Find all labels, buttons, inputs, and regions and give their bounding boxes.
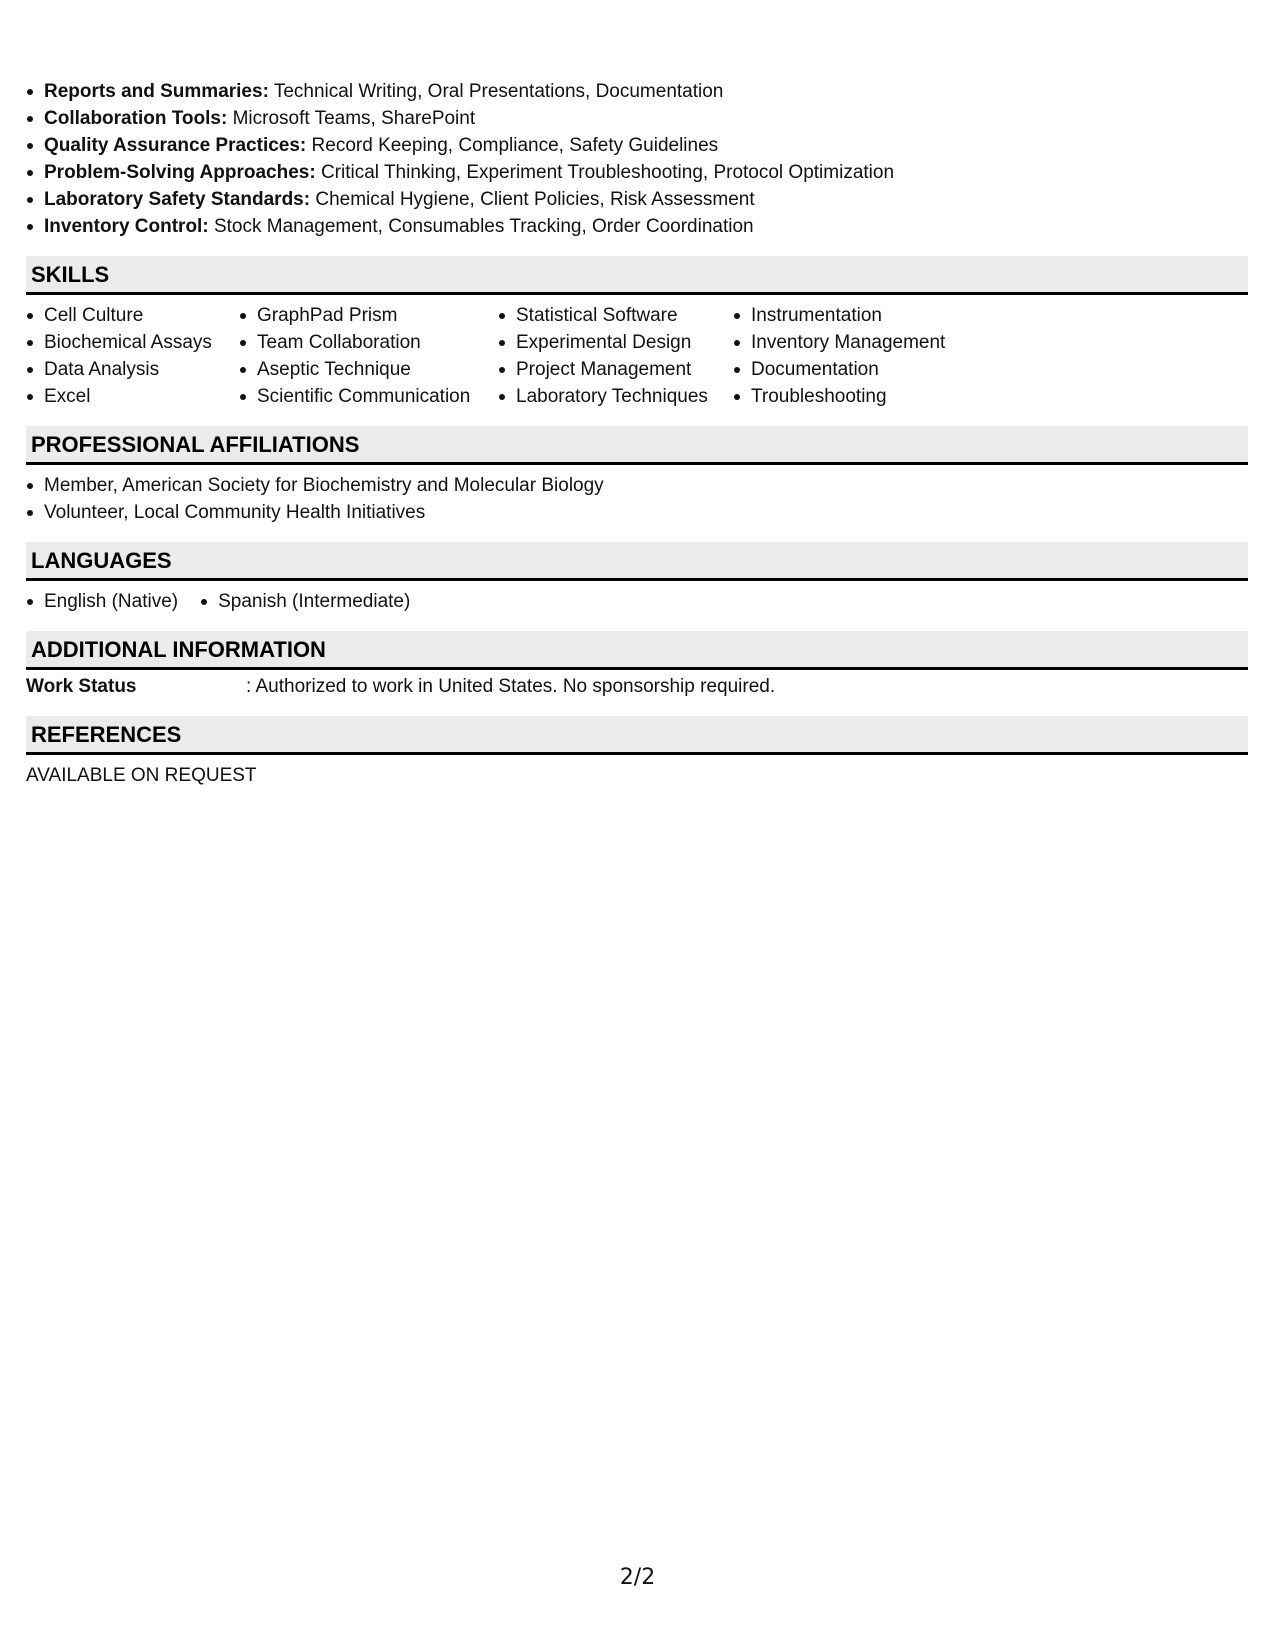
language-item: English (Native) bbox=[26, 588, 178, 615]
list-item bbox=[26, 78, 1248, 105]
item-label: Inventory Control: bbox=[44, 216, 209, 237]
skill-item: Experimental Design bbox=[498, 329, 733, 356]
list-item bbox=[26, 132, 1248, 159]
skill-item: Documentation bbox=[733, 356, 993, 383]
item-label: Laboratory Safety Standards: bbox=[44, 189, 311, 210]
references-text: AVAILABLE ON REQUEST bbox=[26, 765, 257, 786]
item-value: Critical Thinking, Experiment Troubleshooting, Protocol Optimization bbox=[315, 162, 895, 183]
work-status-label: Work Status bbox=[26, 676, 137, 697]
skill-item: Troubleshooting bbox=[733, 383, 993, 410]
skills-grid bbox=[26, 302, 1248, 410]
skill-item: Excel bbox=[26, 383, 239, 410]
affiliation-item: Member, American Society for Biochemistry and Molecular Biology bbox=[26, 472, 1248, 499]
list-item bbox=[26, 213, 1248, 240]
skill-item: Instrumentation bbox=[733, 302, 993, 329]
skill-item: Team Collaboration bbox=[239, 329, 498, 356]
item-label: Collaboration Tools: bbox=[44, 108, 228, 129]
item-label: Problem-Solving Approaches: bbox=[44, 162, 316, 183]
skill-item: Inventory Management bbox=[733, 329, 993, 356]
skill-item: Scientific Communication bbox=[239, 383, 498, 410]
skills-column-2 bbox=[239, 302, 498, 410]
item-value: Record Keeping, Compliance, Safety Guidelines bbox=[306, 135, 719, 156]
references-section-title: REFERENCES bbox=[26, 716, 1248, 755]
item-label: Quality Assurance Practices: bbox=[44, 135, 307, 156]
item-value: Microsoft Teams, SharePoint bbox=[227, 108, 476, 129]
additional-info-section-title: ADDITIONAL INFORMATION bbox=[26, 631, 1248, 670]
competencies-list bbox=[26, 78, 1248, 240]
skill-item: Project Management bbox=[498, 356, 733, 383]
skill-item: Biochemical Assays bbox=[26, 329, 239, 356]
languages-section-title: LANGUAGES bbox=[26, 542, 1248, 581]
list-item bbox=[26, 159, 1248, 186]
skill-item: Cell Culture bbox=[26, 302, 239, 329]
skills-column-3 bbox=[498, 302, 733, 410]
page-number: 2/2 bbox=[619, 1565, 656, 1590]
work-status-row bbox=[26, 672, 1248, 702]
skill-item: GraphPad Prism bbox=[239, 302, 498, 329]
skill-item: Laboratory Techniques bbox=[498, 383, 733, 410]
list-item bbox=[26, 186, 1248, 213]
skills-section-title: SKILLS bbox=[26, 256, 1248, 295]
skills-column-1 bbox=[26, 302, 239, 410]
languages-list bbox=[26, 588, 1248, 615]
work-status-value: : Authorized to work in United States. No sponsorship required. bbox=[246, 676, 776, 697]
item-value: Technical Writing, Oral Presentations, Documentation bbox=[268, 81, 724, 102]
skills-column-4 bbox=[733, 302, 993, 410]
resume-page bbox=[26, 78, 1248, 791]
item-value: Stock Management, Consumables Tracking, Order Coordination bbox=[208, 216, 754, 237]
affiliations-list bbox=[26, 472, 1248, 526]
list-item bbox=[26, 105, 1248, 132]
skill-item: Aseptic Technique bbox=[239, 356, 498, 383]
skill-item: Data Analysis bbox=[26, 356, 239, 383]
skill-item: Statistical Software bbox=[498, 302, 733, 329]
affiliations-section-title: PROFESSIONAL AFFILIATIONS bbox=[26, 426, 1248, 465]
item-label: Reports and Summaries: bbox=[44, 81, 269, 102]
language-item: Spanish (Intermediate) bbox=[200, 588, 410, 615]
affiliation-item: Volunteer, Local Community Health Initiatives bbox=[26, 499, 1248, 526]
item-value: Chemical Hygiene, Client Policies, Risk Assessment bbox=[310, 189, 755, 210]
